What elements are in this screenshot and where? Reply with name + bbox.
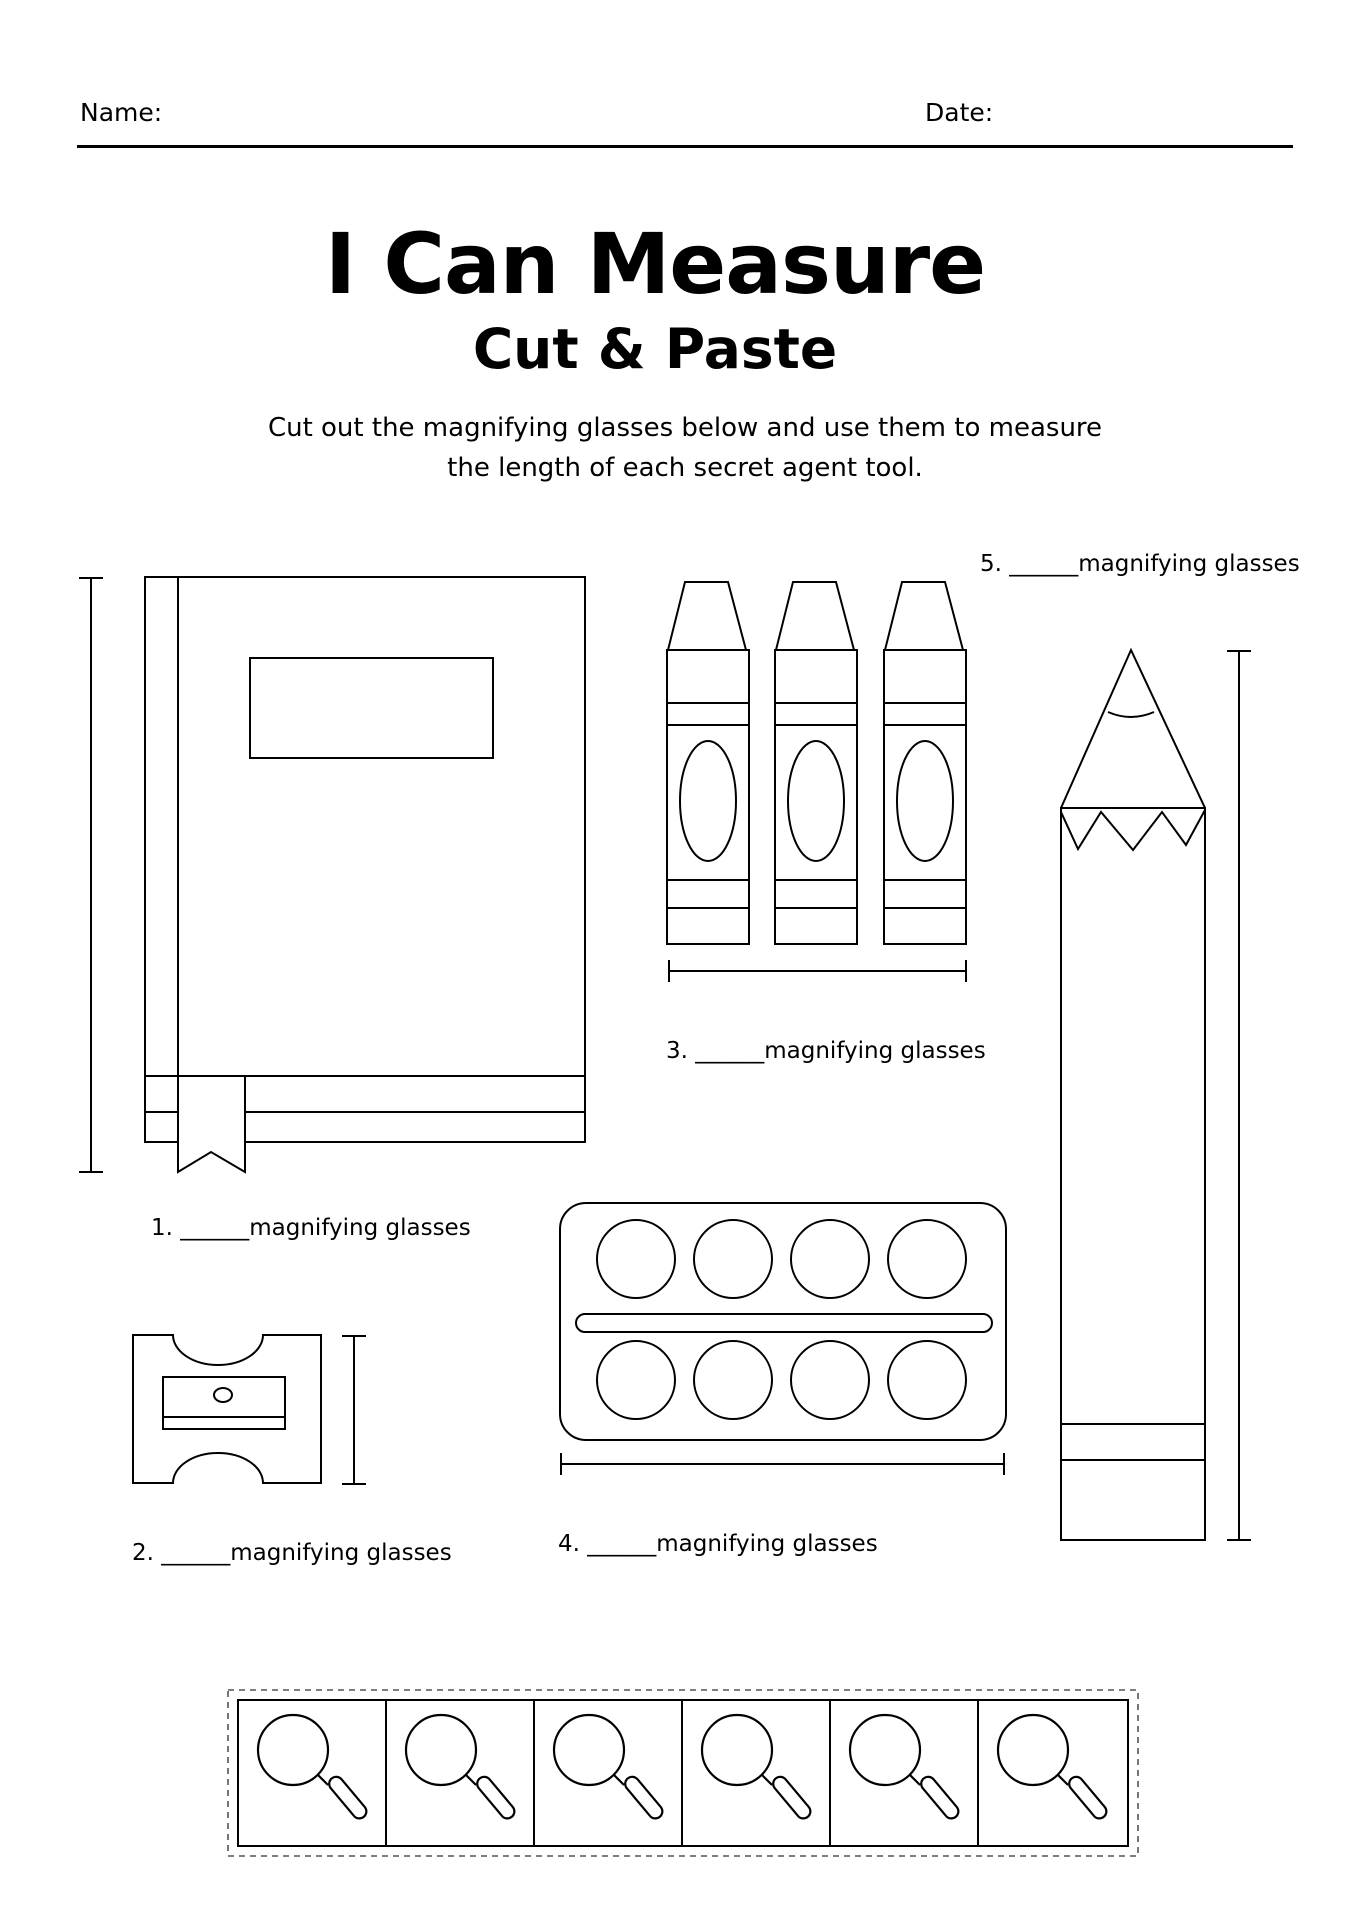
magnifying-glass-icon[interactable] (258, 1715, 369, 1821)
magnifying-glass-icon[interactable] (702, 1715, 813, 1821)
sharpener-icon (133, 1335, 321, 1483)
item-label-4: 4. ______magnifying glasses (558, 1531, 878, 1557)
instructions-line-1: Cut out the magnifying glasses below and use them to measure (267, 413, 1103, 443)
pencil-measure-line (1227, 651, 1251, 1540)
instructions-line-2: the length of each secret agent tool. (447, 453, 923, 483)
paint-palette-icon (560, 1203, 1006, 1440)
magnifying-glass-icon[interactable] (998, 1715, 1109, 1821)
cutout-strip[interactable] (228, 1690, 1138, 1856)
crayons-icon (667, 582, 966, 944)
crayon-2 (775, 582, 857, 944)
crayons-measure-line (669, 960, 966, 982)
item-label-2: 2. ______magnifying glasses (132, 1540, 452, 1566)
magnifying-glass-icon[interactable] (406, 1715, 517, 1821)
date-label: Date: (925, 98, 994, 127)
magnifying-glass-icon[interactable] (554, 1715, 665, 1821)
magnifying-glass-icon[interactable] (850, 1715, 961, 1821)
crayon-3 (884, 582, 966, 944)
book-icon (145, 577, 585, 1172)
page-subtitle: Cut & Paste (472, 317, 838, 381)
book-measure-line (79, 578, 103, 1172)
sharpener-measure-line (342, 1336, 366, 1484)
crayon-1 (667, 582, 749, 944)
pencil-icon (1061, 650, 1205, 1540)
item-label-1: 1. ______magnifying glasses (151, 1215, 471, 1241)
name-label: Name: (80, 98, 163, 127)
item-label-3: 3. ______magnifying glasses (666, 1038, 986, 1064)
item-label-5: 5. ______magnifying glasses (980, 551, 1300, 577)
palette-measure-line (561, 1453, 1004, 1475)
page-title: I Can Measure (324, 215, 986, 313)
